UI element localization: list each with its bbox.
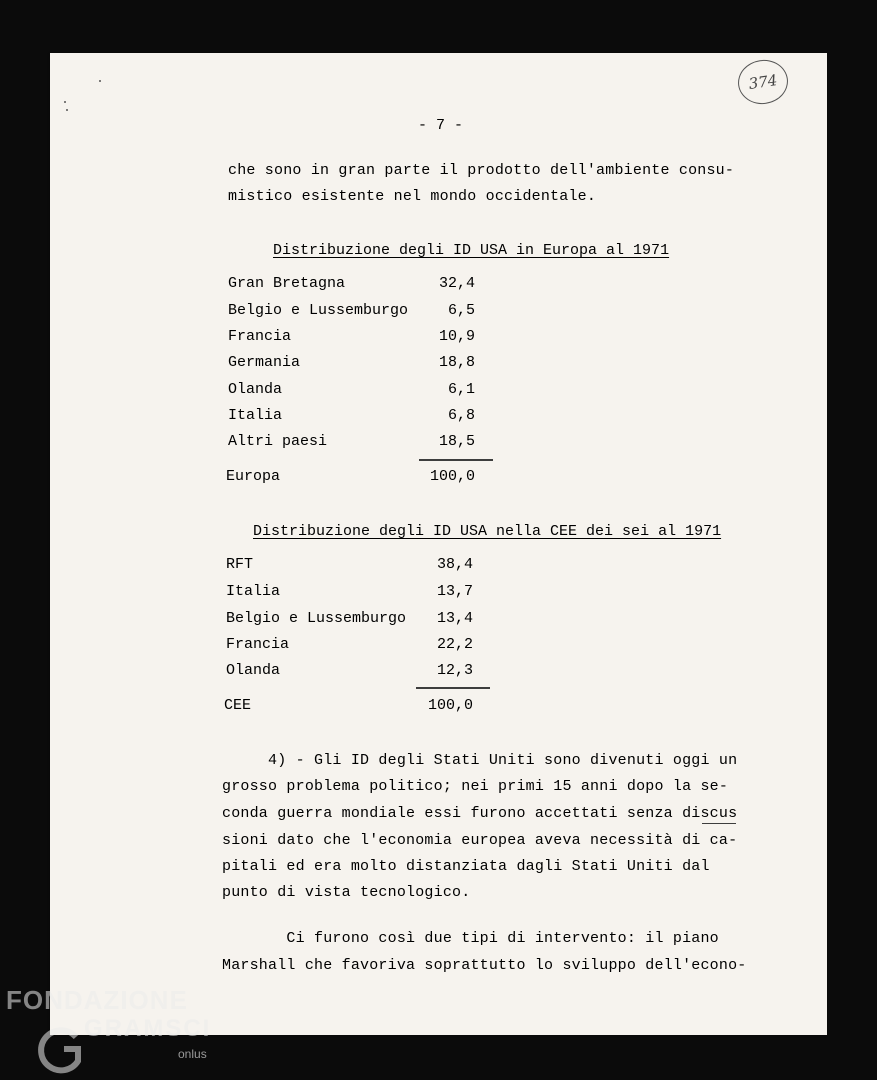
table1-row-label: Francia xyxy=(228,328,292,345)
table2-row-value: 22,2 xyxy=(436,636,473,653)
paragraph-line: grosso problema politico; nei primi 15 anni dopo la se- xyxy=(222,778,729,795)
paragraph-line: pitali ed era molto distanziata dagli Stati Uniti dal xyxy=(222,858,710,875)
table1-row-label: Italia xyxy=(228,407,283,424)
table1-row-value: 6,5 xyxy=(447,302,475,319)
table1-row-value: 6,1 xyxy=(447,381,475,398)
table1-row-value: 10,9 xyxy=(438,328,475,345)
table1-total-value: 100,0 xyxy=(429,468,475,485)
watermark-onlus: onlus xyxy=(178,1047,207,1061)
table1-row-label: Germania xyxy=(228,354,301,371)
table2-row-value: 12,3 xyxy=(436,662,473,679)
table2-row-value: 38,4 xyxy=(436,556,473,573)
intro-line: che sono in gran parte il prodotto dell'ambiente consu- xyxy=(228,162,735,179)
table1-total-label: Europa xyxy=(226,468,281,485)
table1-row-label: Olanda xyxy=(228,381,283,398)
table2-row-label: Belgio e Lussemburgo xyxy=(226,610,407,627)
table2-row-label: Olanda xyxy=(226,662,281,679)
table1-title: Distribuzione degli ID USA in Europa al 1971 xyxy=(273,242,670,259)
paragraph-line: Ci furono così due tipi di intervento: il piano xyxy=(222,930,719,947)
table2-row-label: Francia xyxy=(226,636,290,653)
handwritten-underline xyxy=(702,823,736,824)
table2-row-value: 13,7 xyxy=(436,583,473,600)
table1-row-value: 6,8 xyxy=(447,407,475,424)
table2-row-label: RFT xyxy=(226,556,254,573)
speck xyxy=(64,101,66,103)
page-number: - 7 - xyxy=(418,117,464,134)
table1-row-label: Gran Bretagna xyxy=(228,275,346,292)
paragraph-line: Marshall che favoriva soprattutto lo sviluppo dell'econo- xyxy=(222,957,747,974)
speck xyxy=(66,109,68,111)
watermark-line2: GRAMSCI xyxy=(84,1015,212,1042)
fondazione-gramsci-watermark xyxy=(4,985,224,1077)
table2-title: Distribuzione degli ID USA nella CEE dei sei al 1971 xyxy=(253,523,722,540)
paragraph-line: punto di vista tecnologico. xyxy=(222,884,471,901)
paragraph-line: sioni dato che l'economia europea aveva necessità di ca- xyxy=(222,832,738,849)
paragraph-line: conda guerra mondiale essi furono accettati senza discus xyxy=(222,805,738,822)
table2-total-value: 100,0 xyxy=(427,697,473,714)
table1-row-label: Belgio e Lussemburgo xyxy=(228,302,409,319)
archive-number: 374 xyxy=(747,71,779,93)
speck xyxy=(99,80,101,82)
paragraph-line: 4) - Gli ID degli Stati Uniti sono divenuti oggi un xyxy=(222,752,738,769)
table1-row-label: Altri paesi xyxy=(228,433,328,450)
table1-row-value: 18,8 xyxy=(438,354,475,371)
table1-sum-rule xyxy=(419,459,493,461)
table2-row-label: Italia xyxy=(226,583,281,600)
table2-sum-rule xyxy=(416,687,490,689)
intro-line: mistico esistente nel mondo occidentale. xyxy=(228,188,597,205)
table2-row-value: 13,4 xyxy=(436,610,473,627)
watermark-line1: FONDAZIONE xyxy=(6,985,188,1015)
table1-row-value: 32,4 xyxy=(438,275,475,292)
table1-row-value: 18,5 xyxy=(438,433,475,450)
table2-total-label: CEE xyxy=(224,697,252,714)
